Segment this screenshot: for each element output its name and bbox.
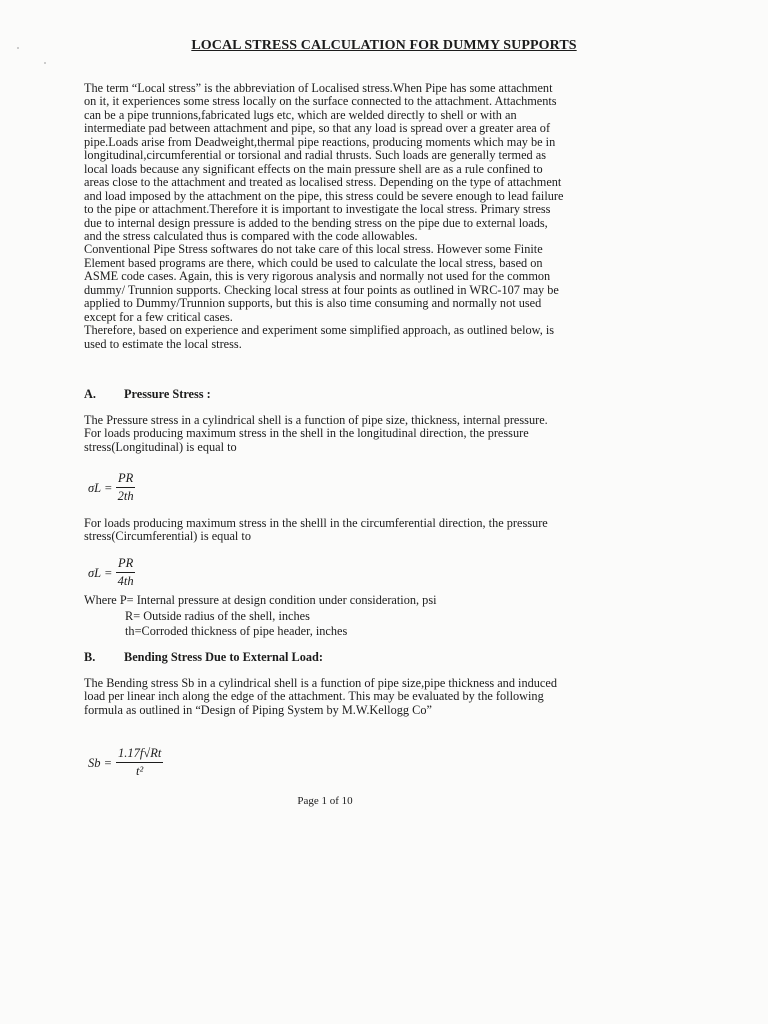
- formula-longitudinal: [88, 471, 208, 511]
- fraction-bar: [116, 572, 135, 573]
- formula-circumferential: [88, 556, 208, 596]
- definition-line: th=Corroded thickness of pipe header, inches: [125, 624, 348, 639]
- formula-numerator: PR: [118, 556, 134, 570]
- formula-denominator: 2th: [117, 489, 134, 503]
- fraction-bar: [116, 487, 135, 488]
- document-title: LOCAL STRESS CALCULATION FOR DUMMY SUPPORTS: [191, 38, 577, 53]
- formula-lhs: σL =: [88, 481, 113, 495]
- formula-denominator: 4th: [117, 574, 134, 588]
- formula-numerator: PR: [118, 471, 134, 485]
- formula-numerator: 1.17f√Rt: [118, 746, 162, 760]
- formula-fraction: [116, 471, 135, 504]
- section-letter: B.: [84, 650, 96, 664]
- definition-line: R= Outside radius of the shell, inches: [125, 608, 310, 623]
- formula-lhs: σL =: [88, 566, 113, 580]
- section-title: Bending Stress Due to External Load:: [124, 650, 323, 664]
- formula-bending: [88, 746, 228, 786]
- section-letter: A.: [84, 387, 96, 401]
- scan-speck: [44, 62, 46, 64]
- longitudinal-paragraph: The Pressure stress in a cylindrical shell is a function of pipe size, thickness, internal pressure. For loads producing maximum stress in the shell in the longitudinal direction, the pressure stress(Longitudinal) is equal to: [84, 413, 548, 454]
- formula-fraction: [116, 746, 163, 779]
- variable-definitions: [84, 593, 437, 640]
- formula-fraction: [116, 556, 135, 589]
- circumferential-paragraph: For loads producing maximum stress in the shelll in the circumferential direction, the pressure stress(Circumferential) is equal to: [84, 516, 548, 544]
- intro-paragraph: Conventional Pipe Stress softwares do not take care of this local stress. However some Finite Element based programs are there, which could be used to calculate the local stress, based on ASME code cases. Again, this is very rigorous analysis and normally not used for the common dummy/ Trunnion supports. Checking local stress at four points as outlined in WRC-107 may be applied to Dummy/Trunnion supports, but this is also time consuming and normally not used except for a few critical cases.: [84, 242, 559, 324]
- section-b-heading: [84, 650, 323, 665]
- section-a-heading: [84, 387, 211, 402]
- definition-line: Where P= Internal pressure at design condition under consideration, psi: [84, 593, 437, 607]
- formula-lhs: Sb =: [88, 756, 113, 770]
- intro-paragraph: The term “Local stress” is the abbreviation of Localised stress.When Pipe has some attachment on it, it experiences some stress locally on the surface connected to the attachment. Attachments can be a pipe trunnions,fabricated lugs etc, which are welded directly to shell or with an intermediate pad between attachment and pipe, so that any load is spread over a greater area of pipe.Loads arise from Deadweight,thermal pipe reactions, producing moments which may be in longitudinal,circumferential or torsional and radial thrusts. Such loads are generally termed as local loads because any significant effects on the main pressure shell are as a rule confined to areas close to the attachment and treated as localised stress. Depending on the type of attachment and load imposed by the attachment on the pipe, this stress could be severe enough to lead failure to the pipe or attachment.Therefore it is important to investigate the local stress. Primary stress due to internal design pressure is added to the bending stress on the pipe due to external loads, and the stress calculated thus is compared with the code allowables.: [84, 81, 564, 243]
- formula-denominator: t²: [136, 764, 144, 778]
- bending-paragraph: The Bending stress Sb in a cylindrical shell is a function of pipe size,pipe thickness and induced load per linear inch along the edge of the attachment. This may be evaluated by the following formula as outlined in “Design of Piping System by M.W.Kellogg Co”: [84, 676, 557, 717]
- page-number: Page 1 of 10: [297, 795, 353, 807]
- fraction-bar: [116, 762, 163, 763]
- intro-paragraph: Therefore, based on experience and experiment some simplified approach, as outlined below, is used to estimate the local stress.: [84, 323, 555, 351]
- intro-text: [84, 82, 564, 351]
- section-title: Pressure Stress :: [124, 387, 211, 401]
